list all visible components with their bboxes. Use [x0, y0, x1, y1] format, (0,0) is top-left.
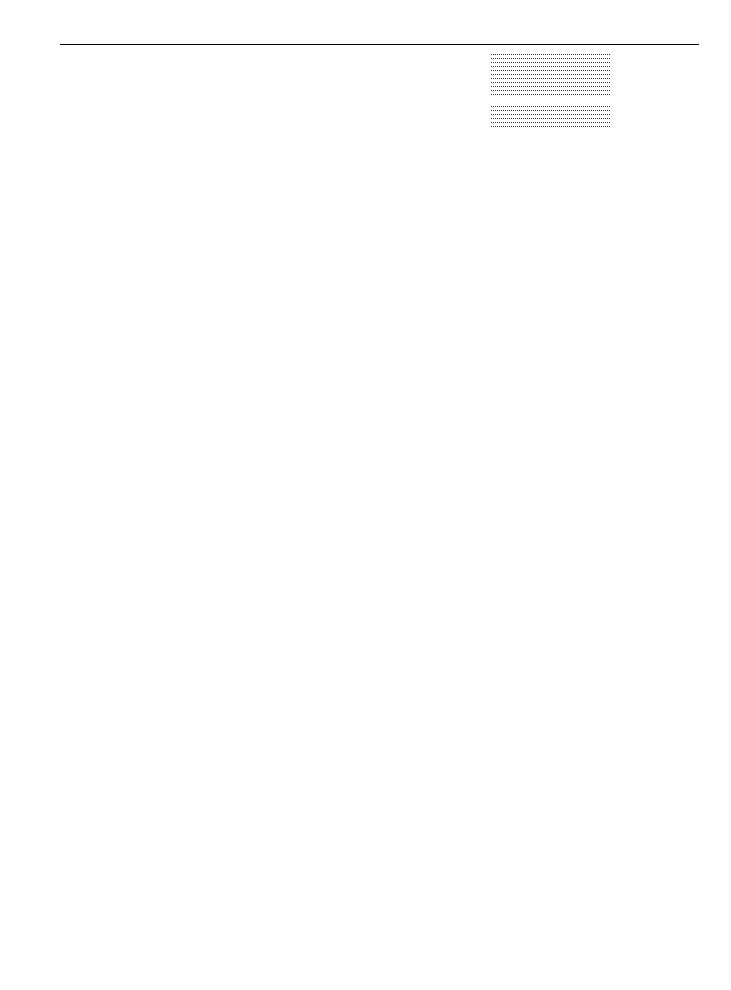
- fee-row: [368, 126, 660, 130]
- dot-leader: [491, 114, 610, 115]
- dot-leader: [491, 58, 610, 59]
- dot-leader: [491, 74, 610, 75]
- fee-list-forfaitaires: [368, 54, 660, 98]
- dot-leader: [491, 122, 610, 123]
- dot-leader: [491, 82, 610, 83]
- dot-leader: [491, 70, 610, 71]
- dot-leader: [491, 90, 610, 91]
- right-column: [368, 50, 660, 138]
- dot-leader: [491, 66, 610, 67]
- fee-list-actes-divers: [368, 106, 660, 130]
- dot-leader: [491, 78, 610, 79]
- dot-leader: [491, 118, 610, 119]
- dot-leader: [491, 94, 610, 95]
- dot-leader: [491, 54, 610, 55]
- dot-leader: [491, 126, 610, 127]
- left-column: [60, 50, 357, 60]
- dot-leader: [491, 110, 610, 111]
- header-rule: [60, 44, 699, 45]
- dot-leader: [491, 62, 610, 63]
- page-header: [0, 0, 731, 40]
- dot-leader: [491, 106, 610, 107]
- dot-leader: [491, 86, 610, 87]
- fee-row: [368, 94, 660, 98]
